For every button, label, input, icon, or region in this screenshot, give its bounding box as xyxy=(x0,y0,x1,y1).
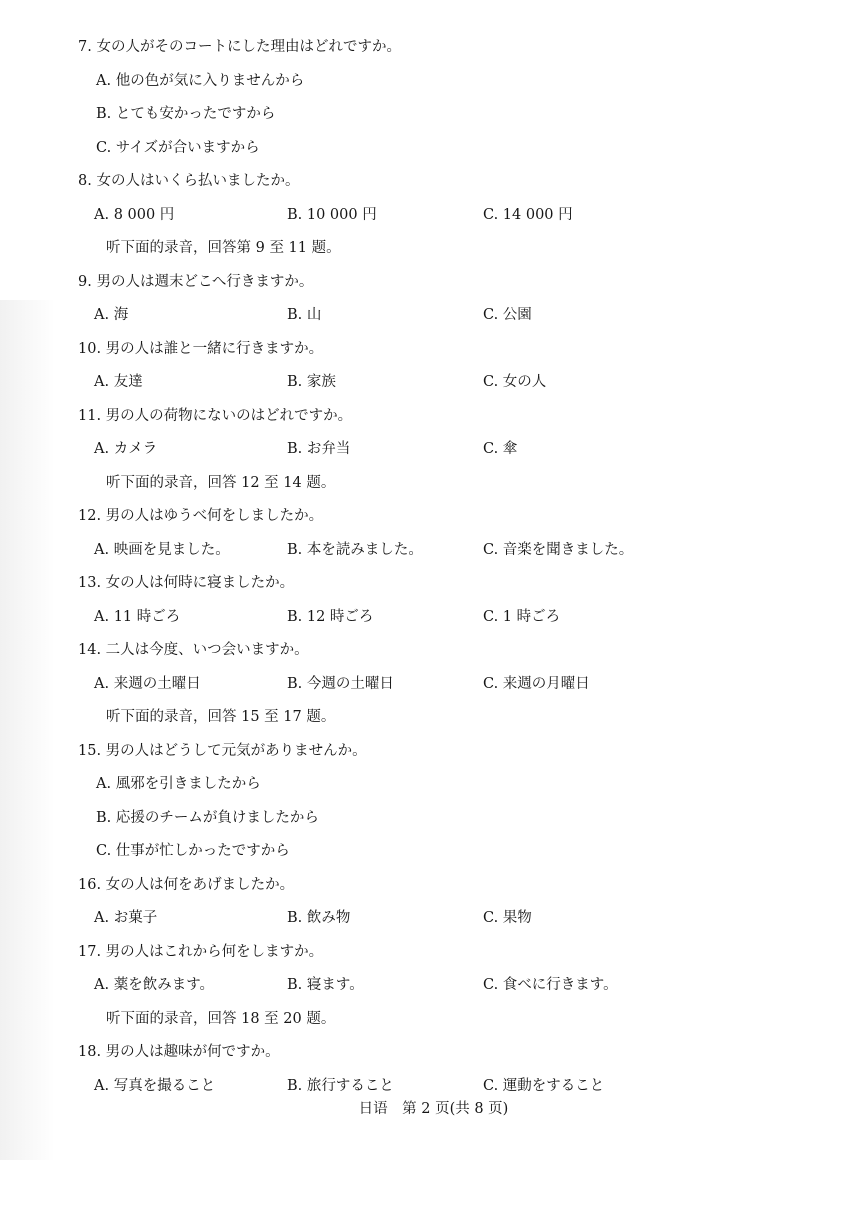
question-text: 16. 女の人は何をあげましたか。 xyxy=(78,876,295,893)
question-text: 7. 女の人がそのコートにした理由はどれですか。 xyxy=(78,39,401,55)
section-instruction: 听下面的录音，回答第 9 至 11 题。 xyxy=(106,240,341,256)
answer-option: A. 薬を飲みます。 xyxy=(94,977,215,993)
answer-option: C. 仕事が忙しかったですから xyxy=(96,843,290,859)
question-text: 9. 男の人は週末どこへ行きますか。 xyxy=(78,273,314,290)
answer-option: C. 1 時ごろ xyxy=(483,608,561,625)
answer-option: B. お弁当 xyxy=(287,441,351,457)
question-text: 18. 男の人は趣味が何ですか。 xyxy=(78,1044,280,1060)
answer-option: C. 運動をすること xyxy=(483,1077,605,1094)
answer-option: B. 10 000 円 xyxy=(287,206,377,223)
question-text: 14. 二人は今度、いつ会いますか。 xyxy=(78,642,309,658)
answer-option: B. 12 時ごろ xyxy=(287,608,374,625)
question-text: 13. 女の人は何時に寝ましたか。 xyxy=(78,575,295,591)
question-text: 15. 男の人はどうして元気がありませんか。 xyxy=(78,742,367,759)
answer-option: A. お菓子 xyxy=(94,910,158,926)
answer-option: C. 14 000 円 xyxy=(483,206,573,223)
answer-option: B. とても安かったですから xyxy=(96,106,276,122)
answer-option: B. 応援のチームが負けましたから xyxy=(96,809,319,826)
answer-option: B. 飲み物 xyxy=(287,910,351,926)
answer-option: A. 8 000 円 xyxy=(94,206,175,223)
question-text: 11. 男の人の荷物にないのはどれですか。 xyxy=(78,407,353,424)
answer-option: B. 本を読みました。 xyxy=(287,541,423,558)
answer-option: C. 果物 xyxy=(483,910,532,926)
answer-option: B. 寝ます。 xyxy=(287,977,364,993)
answer-option: C. 公園 xyxy=(483,307,532,323)
answer-option: A. 友達 xyxy=(94,374,143,390)
section-instruction: 听下面的录音，回答 15 至 17 题。 xyxy=(106,709,336,725)
answer-option: A. 来週の土曜日 xyxy=(94,675,201,692)
scan-margin-shade xyxy=(0,300,55,1160)
answer-option: A. 映画を見ました。 xyxy=(94,541,230,558)
section-instruction: 听下面的录音，回答 18 至 20 题。 xyxy=(106,1010,336,1027)
answer-option: B. 山 xyxy=(287,307,322,323)
answer-option: A. 海 xyxy=(94,307,129,323)
question-text: 17. 男の人はこれから何をしますか。 xyxy=(78,943,324,960)
answer-option: C. 傘 xyxy=(483,441,518,457)
question-text: 10. 男の人は誰と一緒に行きますか。 xyxy=(78,340,324,357)
answer-option: A. 11 時ごろ xyxy=(94,608,181,625)
answer-option: C. 食べに行きます。 xyxy=(483,977,618,993)
answer-option: A. 他の色が気に入りませんから xyxy=(96,72,305,89)
answer-option: A. 風邪を引きましたから xyxy=(96,776,261,792)
answer-option: C. サイズが合いますから xyxy=(96,139,260,156)
question-text: 8. 女の人はいくら払いましたか。 xyxy=(78,173,300,189)
answer-option: C. 来週の月曜日 xyxy=(483,675,590,692)
answer-option: B. 家族 xyxy=(287,374,336,390)
section-instruction: 听下面的录音，回答 12 至 14 题。 xyxy=(106,474,336,491)
answer-option: C. 音楽を聞きました。 xyxy=(483,541,634,558)
answer-option: C. 女の人 xyxy=(483,374,547,390)
question-text: 12. 男の人はゆうべ何をしましたか。 xyxy=(78,508,324,524)
answer-option: A. 写真を撮ること xyxy=(94,1077,216,1094)
answer-option: A. カメラ xyxy=(94,441,158,457)
page-footer: 日语 第 2 页(共 8 页) xyxy=(358,1101,509,1117)
answer-option: B. 今週の土曜日 xyxy=(287,675,394,692)
answer-option: B. 旅行すること xyxy=(287,1077,394,1094)
